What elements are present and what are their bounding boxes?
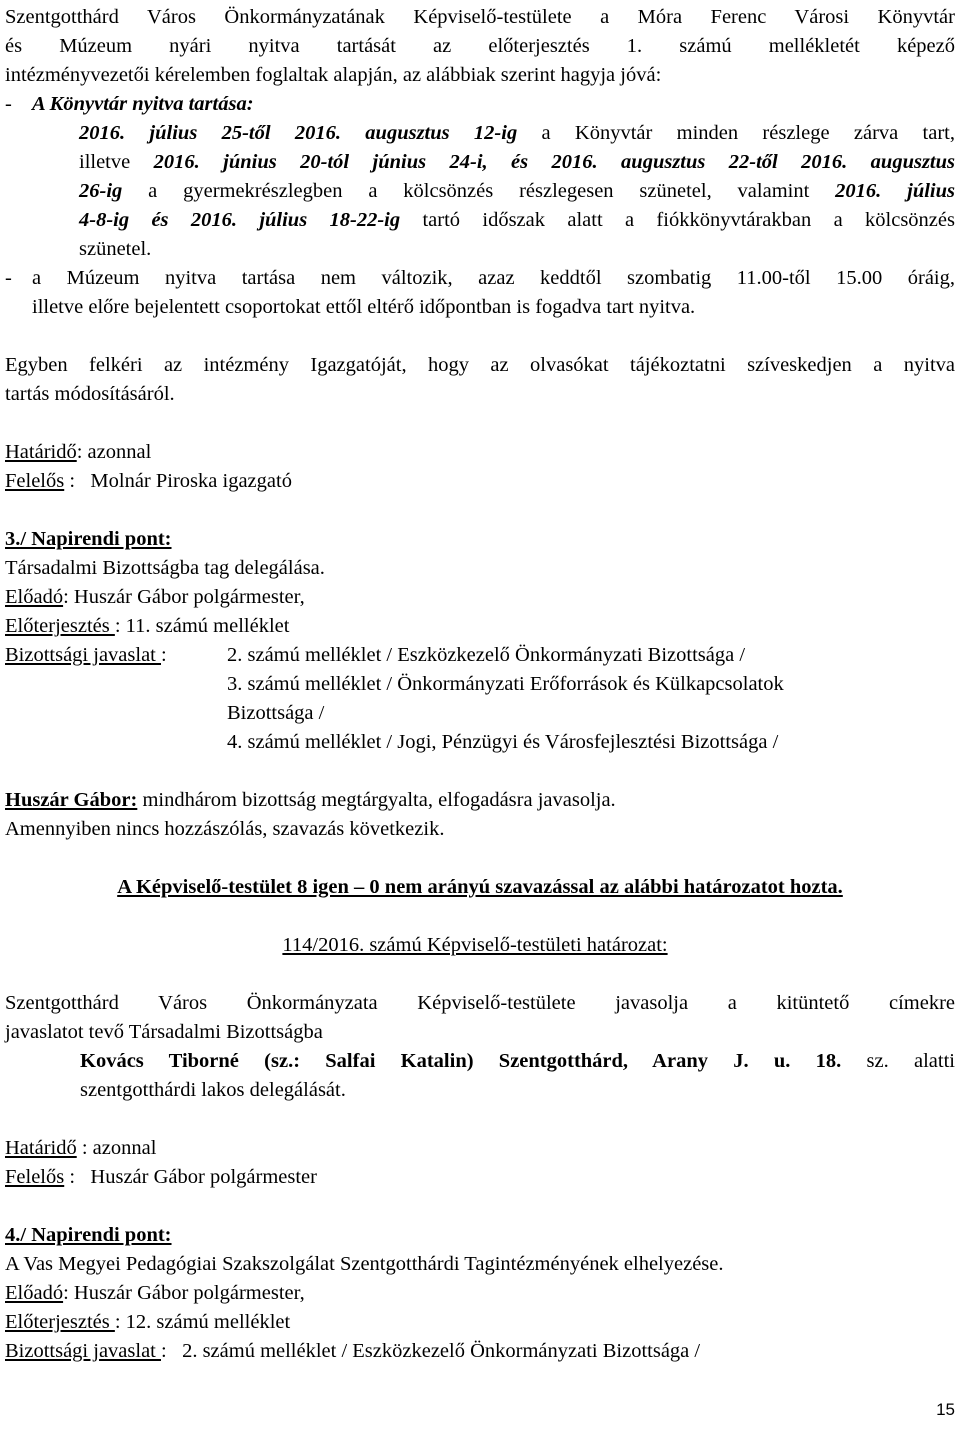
committee-item: 3. számú melléklet / Önkormányzati Erőforrások és Külkapcsolatok <box>227 673 784 695</box>
library-period: 2016. június 20-tól június 24-i, és 2016. augusztus 22-től 2016. augusztus <box>153 151 956 173</box>
agenda-heading: 3./ Napirendi pont: <box>5 528 172 550</box>
intro-line: intézményvezetői kérelemben foglaltak alapján, az alábbiak szerint hagyja jóvá: <box>5 64 662 86</box>
proposal-line: Előterjesztés : 11. számú melléklet <box>5 615 290 637</box>
resolution-line: javaslatot tevő Társadalmi Bizottságba <box>5 1021 323 1043</box>
request-line: Egyben felkéri az intézmény Igazgatóját, hogy az olvasókat tájékoztatni szíveskedjen a nyitva <box>5 354 955 376</box>
responsible-line: Felelős : Molnár Piroska igazgató <box>5 470 292 492</box>
responsible-line: Felelős : Huszár Gábor polgármester <box>5 1166 317 1188</box>
library-period: 2016. július 25-től 2016. augusztus 12-ig <box>79 122 518 144</box>
committee-item: 4. számú melléklet / Jogi, Pénzügyi és Városfejlesztési Bizottsága / <box>227 731 779 753</box>
discussion-line: Amennyiben nincs hozzászólás, szavazás következik. <box>5 818 445 840</box>
library-period: 2016. július <box>835 180 955 202</box>
committee-item: Bizottsága / <box>227 702 325 724</box>
resolution-line: szentgotthárdi lakos delegálását. <box>80 1079 346 1101</box>
library-details: 2016. július 25-től 2016. augusztus 12-ig a Könyvtár minden részlege zárva tart, illetve 2016. június 20-tól június 24-i, és 2016. augusztus 22-től 2016. augusztus 26-ig a gyermekrészlegben a kölcsönzés részlegesen szünetel, valamint 2016. július 4-8-ig és 2016. július 18-22-ig tartó időszak alatt a fiókkönyvtárakban a kölcsönzés szünetel. <box>79 122 956 260</box>
presenter-line: Előadó: Huszár Gábor polgármester, <box>5 1282 305 1304</box>
intro-line: és Múzeum nyári nyitva tartását az előterjesztés 1. számú mellékletét képező <box>5 35 955 57</box>
nominee-name: Kovács Tiborné (sz.: Salfai Katalin) Szentgotthárd, Arany J. u. 18. <box>80 1050 842 1072</box>
agenda-title: Társadalmi Bizottságba tag delegálása. <box>5 557 325 579</box>
document-page: Szentgotthárd Város Önkormányzatának Képviselő-testülete a Móra Ferenc Városi Könyvtár és Múzeum nyári nyitva tartását az előterjesztés 1. számú mellékletét képező intézményvezetői kérelemben foglaltak alapján, az alábbiak szerint hagyja jóvá: - A Könyvtár nyitva tartása: 2016. július 25-től 2016. augusztus 12-ig a Könyvtár minden részlege zárva tart, illetve 2016. június 20-tól június 24-i, és 2016. augusztus 22-től 2016. augusztus 26-ig a gyermekrészlegben a kölcsönzés részlegesen szünetel, valamint 2016. július 4-8-ig és 2016. július 18-22-ig tartó időszak alatt a fiókkönyvtárakban a kölcsönzés szünetel. - a Múzeum nyitva tartása nem változik, azaz keddtől szombatig 11.00-től 15.00 óráig, illetve előre bejelentett csoportokat ettől eltérő időpontban is fogadva tart nyitva. Egyben felkéri az intézmény Igazgatóját, hogy az olvasókat tájékoztatni szíveskedjen a nyitva tartás módosításáról. Határidő: azonnal Felelős : Molnár Piroska igazgató 3./ Napirendi pont: Társadalmi Bizottságba tag delegálása. Előadó: Huszár Gábor polgármester, Előterjesztés : 11. számú melléklet Bizottsági javaslat : 2. számú melléklet / Eszközkezelő Önkormányzati Bizottsága / 3. számú melléklet / Önkormányzati Erőforrások és Külkapcsolatok Bizottsága / 4. számú melléklet / Jogi, Pénzügyi és Városfejlesztési Bizottsága / Huszár Gábor: mindhárom bizottság megtárgyalta, elfogadásra javasolja. Amennyiben nincs hozzászólás, szavazás következik. A Képviselő-testület 8 igen – 0 nem arányú szavazással az alábbi határozatot hozta. 114/2016. számú Képviselő-testületi határozat: Szentgotthárd Város Önkormányzata Képviselő-testülete javasolja a kitüntető címekre javaslatot tevő Társadalmi Bizottságba Kovács Tiborné (sz.: Salfai Katalin) Szentgotthárd, Arany J. u. 18. sz. alatti szentgotthárdi lakos delegálását. Határidő : azonnal Felelős : Huszár Gábor polgármester 4./ Napirendi pont: A Vas Megyei Pedagógiai Szakszolgálat Szentgotthárdi Tagintézményének elhelyezése. Előadó: Huszár Gábor polgármester, Előterjesztés : 12. számú melléklet Bizottsági javaslat : 2. számú melléklet / Eszközkezelő Önkormányzati Bizottsága / <box>5 3 955 1366</box>
museum-line: illetve előre bejelentett csoportokat ettől eltérő időpontban is fogadva tart nyitva. <box>32 296 696 318</box>
vote-result: A Képviselő-testület 8 igen – 0 nem arányú szavazással az alábbi határozatot hozta. <box>117 876 843 898</box>
museum-line: a Múzeum nyitva tartása nem változik, azaz keddtől szombatig 11.00-től 15.00 óráig, <box>32 267 955 289</box>
committee-proposal: Bizottsági javaslat : 2. számú melléklet / Eszközkezelő Önkormányzati Bizottsága / 3. számú melléklet / Önkormányzati Erőforrások és Külkapcsolatok Bizottsága / 4. számú melléklet / Jogi, Pénzügyi és Városfejlesztési Bizottsága / <box>5 641 955 757</box>
intro-line: Szentgotthárd Város Önkormányzatának Képviselő-testülete a Móra Ferenc Városi Könyvtár <box>5 6 955 28</box>
discussion-line: Huszár Gábor: mindhárom bizottság megtárgyalta, elfogadásra javasolja. <box>5 789 616 811</box>
request-line: tartás módosításáról. <box>5 383 175 405</box>
agenda-title: A Vas Megyei Pedagógiai Szakszolgálat Szentgotthárdi Tagintézményének elhelyezése. <box>5 1253 724 1275</box>
library-section: - A Könyvtár nyitva tartása: <box>5 90 955 119</box>
library-period: 4-8-ig és 2016. július 18-22-ig <box>79 209 401 231</box>
speaker-name: Huszár Gábor: <box>5 789 138 811</box>
committee-item: 2. számú melléklet / Eszközkezelő Önkormányzati Bizottsága / <box>227 644 746 666</box>
resolution-title: 114/2016. számú Képviselő-testületi határozat: <box>282 934 668 956</box>
agenda-heading: 4./ Napirendi pont: <box>5 1224 172 1246</box>
page-number: 15 <box>936 1400 955 1419</box>
museum-section: - a Múzeum nyitva tartása nem változik, azaz keddtől szombatig 11.00-től 15.00 óráig, <box>5 264 955 293</box>
library-period: 26-ig <box>79 180 123 202</box>
deadline-line: Határidő : azonnal <box>5 1137 157 1159</box>
resolution-line: Szentgotthárd Város Önkormányzata Képviselő-testülete javasolja a kitüntető címekre <box>5 992 955 1014</box>
committee-proposal: Bizottsági javaslat : 2. számú melléklet / Eszközkezelő Önkormányzati Bizottsága / <box>5 1340 701 1362</box>
library-title: A Könyvtár nyitva tartása: <box>32 93 254 115</box>
deadline-line: Határidő: azonnal <box>5 441 152 463</box>
proposal-line: Előterjesztés : 12. számú melléklet <box>5 1311 291 1333</box>
presenter-line: Előadó: Huszár Gábor polgármester, <box>5 586 305 608</box>
